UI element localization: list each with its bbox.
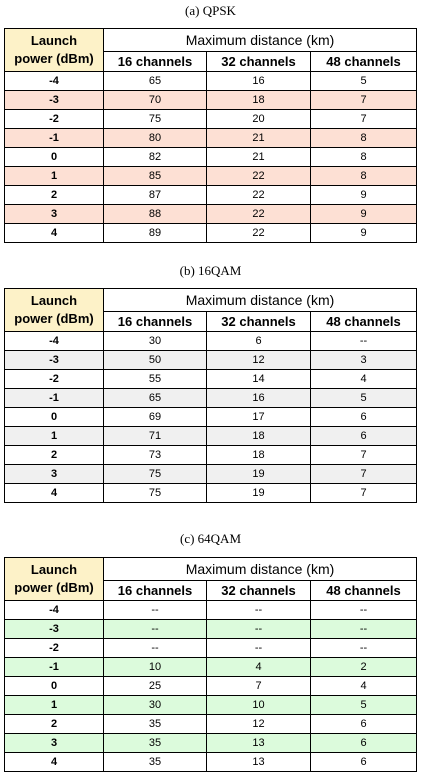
distance-16ch-cell: 89: [104, 224, 207, 243]
distance-48ch-cell: --: [311, 620, 417, 639]
distance-32ch-cell: 16: [207, 389, 311, 408]
distance-16ch-cell: 35: [104, 734, 207, 753]
max-distance-header: Maximum distance (km): [104, 289, 417, 312]
table-row: [5, 620, 417, 639]
launch-header-line2: power (dBm): [14, 311, 94, 326]
distance-32ch-cell: 22: [207, 205, 311, 224]
table-row: [5, 484, 417, 503]
table-16qam: [4, 288, 417, 503]
distance-32ch-cell: 13: [207, 734, 311, 753]
distance-48ch-cell: 9: [311, 224, 417, 243]
distance-32ch-cell: 22: [207, 186, 311, 205]
distance-48ch-cell: --: [311, 601, 417, 620]
launch-power-header: [5, 558, 104, 601]
launch-power-cell: 0: [5, 408, 104, 427]
launch-header-line1: Launch: [30, 33, 78, 48]
distance-32ch-cell: 7: [207, 677, 311, 696]
distance-32ch-cell: 6: [207, 332, 311, 351]
launch-power-header: [5, 29, 104, 72]
max-distance-header: Maximum distance (km): [104, 558, 417, 581]
distance-16ch-cell: 65: [104, 389, 207, 408]
launch-power-cell: 3: [5, 734, 104, 753]
distance-48ch-cell: 8: [311, 167, 417, 186]
distance-48ch-cell: 9: [311, 186, 417, 205]
table-row: [5, 677, 417, 696]
distance-16ch-cell: 50: [104, 351, 207, 370]
table-row: [5, 110, 417, 129]
caption-64qam: (c) 64QAM: [179, 531, 241, 546]
table-qpsk: [4, 28, 417, 243]
launch-power-cell: -4: [5, 601, 104, 620]
table-row: [5, 658, 417, 677]
distance-16ch-cell: --: [104, 639, 207, 658]
distance-16ch-cell: 88: [104, 205, 207, 224]
distance-48ch-cell: 4: [311, 677, 417, 696]
distance-32ch-cell: 21: [207, 129, 311, 148]
distance-48ch-cell: 6: [311, 715, 417, 734]
distance-16ch-cell: 30: [104, 696, 207, 715]
distance-16ch-cell: 65: [104, 72, 207, 91]
distance-16ch-cell: 25: [104, 677, 207, 696]
table-row: [5, 601, 417, 620]
table-row: [5, 389, 417, 408]
launch-header-line2: power (dBm): [14, 580, 94, 595]
distance-32ch-cell: 17: [207, 408, 311, 427]
distance-16ch-cell: --: [104, 620, 207, 639]
distance-16ch-cell: 87: [104, 186, 207, 205]
distance-48ch-cell: 2: [311, 658, 417, 677]
launch-power-cell: -2: [5, 370, 104, 389]
col-header-16ch: 16 channels: [104, 312, 207, 332]
launch-power-cell: 4: [5, 753, 104, 772]
launch-power-cell: 3: [5, 205, 104, 224]
table-row: [5, 465, 417, 484]
distance-32ch-cell: 18: [207, 427, 311, 446]
distance-32ch-cell: 20: [207, 110, 311, 129]
distance-48ch-cell: 7: [311, 465, 417, 484]
distance-48ch-cell: 6: [311, 427, 417, 446]
distance-48ch-cell: --: [311, 332, 417, 351]
caption-qpsk: (a) QPSK: [185, 3, 236, 18]
distance-16ch-cell: 71: [104, 427, 207, 446]
col-header-16ch: 16 channels: [104, 52, 207, 72]
col-header-48ch: 48 channels: [311, 581, 417, 601]
distance-16ch-cell: 75: [104, 465, 207, 484]
table-row: [5, 148, 417, 167]
table-row: [5, 715, 417, 734]
distance-48ch-cell: --: [311, 639, 417, 658]
distance-16ch-cell: 75: [104, 110, 207, 129]
col-header-48ch: 48 channels: [311, 52, 417, 72]
table-64qam: [4, 557, 417, 772]
distance-32ch-cell: 10: [207, 696, 311, 715]
distance-48ch-cell: 6: [311, 734, 417, 753]
launch-power-cell: 0: [5, 677, 104, 696]
distance-32ch-cell: 19: [207, 465, 311, 484]
distance-32ch-cell: 16: [207, 72, 311, 91]
distance-16ch-cell: 73: [104, 446, 207, 465]
table-row: [5, 639, 417, 658]
launch-header-line1: Launch: [30, 293, 78, 308]
distance-32ch-cell: 18: [207, 91, 311, 110]
max-distance-header: Maximum distance (km): [104, 29, 417, 52]
distance-48ch-cell: 5: [311, 72, 417, 91]
col-header-32ch: 32 channels: [207, 581, 311, 601]
table-row: [5, 91, 417, 110]
distance-48ch-cell: 7: [311, 91, 417, 110]
distance-32ch-cell: 14: [207, 370, 311, 389]
distance-48ch-cell: 8: [311, 129, 417, 148]
table-row: [5, 370, 417, 389]
launch-power-cell: 3: [5, 465, 104, 484]
distance-16ch-cell: 75: [104, 484, 207, 503]
distance-16ch-cell: 10: [104, 658, 207, 677]
distance-48ch-cell: 6: [311, 408, 417, 427]
table-row: [5, 332, 417, 351]
launch-header-line1: Launch: [30, 562, 78, 577]
table-row: [5, 224, 417, 243]
distance-48ch-cell: 6: [311, 753, 417, 772]
distance-48ch-cell: 7: [311, 446, 417, 465]
launch-header-line2: power (dBm): [14, 51, 94, 66]
launch-power-cell: 1: [5, 427, 104, 446]
distance-32ch-cell: 12: [207, 351, 311, 370]
launch-power-cell: -3: [5, 351, 104, 370]
launch-power-cell: 0: [5, 148, 104, 167]
distance-16ch-cell: 30: [104, 332, 207, 351]
table-row: [5, 427, 417, 446]
distance-32ch-cell: 21: [207, 148, 311, 167]
launch-power-cell: -1: [5, 129, 104, 148]
launch-power-cell: -1: [5, 389, 104, 408]
launch-power-header: [5, 289, 104, 332]
table-row: [5, 186, 417, 205]
distance-48ch-cell: 4: [311, 370, 417, 389]
distance-16ch-cell: 85: [104, 167, 207, 186]
launch-power-cell: 2: [5, 446, 104, 465]
distance-48ch-cell: 5: [311, 696, 417, 715]
distance-16ch-cell: 82: [104, 148, 207, 167]
distance-48ch-cell: 8: [311, 148, 417, 167]
launch-power-cell: -1: [5, 658, 104, 677]
launch-power-cell: 2: [5, 186, 104, 205]
launch-power-cell: 4: [5, 224, 104, 243]
table-row: [5, 753, 417, 772]
table-row: [5, 167, 417, 186]
launch-power-cell: -2: [5, 110, 104, 129]
table-row: [5, 408, 417, 427]
distance-16ch-cell: 69: [104, 408, 207, 427]
launch-power-cell: -4: [5, 72, 104, 91]
launch-power-cell: 2: [5, 715, 104, 734]
distance-32ch-cell: 19: [207, 484, 311, 503]
distance-16ch-cell: 35: [104, 753, 207, 772]
table-row: [5, 734, 417, 753]
distance-32ch-cell: 22: [207, 224, 311, 243]
distance-32ch-cell: --: [207, 601, 311, 620]
distance-48ch-cell: 9: [311, 205, 417, 224]
table-row: [5, 205, 417, 224]
caption-16qam: (b) 16QAM: [179, 263, 242, 278]
distance-16ch-cell: 80: [104, 129, 207, 148]
distance-32ch-cell: 4: [207, 658, 311, 677]
distance-16ch-cell: 55: [104, 370, 207, 389]
launch-power-cell: 4: [5, 484, 104, 503]
distance-48ch-cell: 7: [311, 110, 417, 129]
distance-48ch-cell: 7: [311, 484, 417, 503]
distance-32ch-cell: 12: [207, 715, 311, 734]
table-row: [5, 129, 417, 148]
launch-power-cell: -3: [5, 620, 104, 639]
distance-16ch-cell: 70: [104, 91, 207, 110]
col-header-48ch: 48 channels: [311, 312, 417, 332]
distance-48ch-cell: 3: [311, 351, 417, 370]
distance-32ch-cell: 13: [207, 753, 311, 772]
table-row: [5, 72, 417, 91]
launch-power-cell: -2: [5, 639, 104, 658]
distance-32ch-cell: --: [207, 620, 311, 639]
distance-32ch-cell: 18: [207, 446, 311, 465]
distance-16ch-cell: --: [104, 601, 207, 620]
launch-power-cell: 1: [5, 167, 104, 186]
distance-16ch-cell: 35: [104, 715, 207, 734]
distance-32ch-cell: --: [207, 639, 311, 658]
launch-power-cell: 1: [5, 696, 104, 715]
table-row: [5, 351, 417, 370]
launch-power-cell: -3: [5, 91, 104, 110]
distance-32ch-cell: 22: [207, 167, 311, 186]
table-row: [5, 446, 417, 465]
col-header-16ch: 16 channels: [104, 581, 207, 601]
col-header-32ch: 32 channels: [207, 52, 311, 72]
launch-power-cell: -4: [5, 332, 104, 351]
col-header-32ch: 32 channels: [207, 312, 311, 332]
distance-48ch-cell: 5: [311, 389, 417, 408]
table-row: [5, 696, 417, 715]
